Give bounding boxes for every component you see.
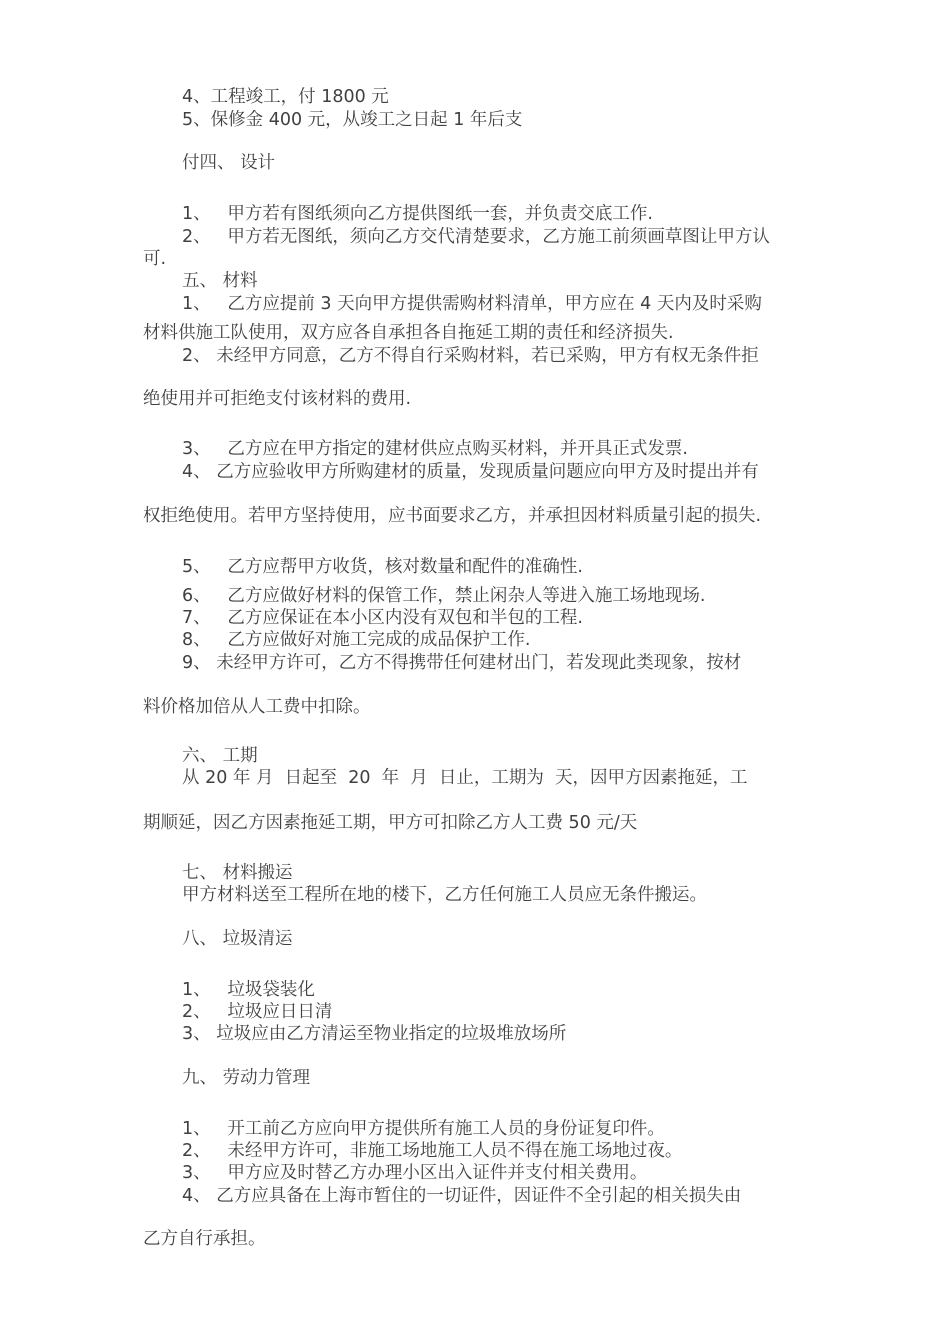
text-line-design-1: 1、 甲方若有图纸须向乙方提供图纸一套，并负责交底工作. <box>182 204 653 224</box>
text-line-payment-5: 5、保修金 400 元，从竣工之日起 1 年后支 <box>182 110 523 130</box>
text-line-materials-1: 1、 乙方应提前 3 天向甲方提供需购材料清单，甲方应在 4 天内及时采购 <box>182 294 762 314</box>
text-line-labor-2: 2、 未经甲方许可，非施工场地施工人员不得在施工场地过夜。 <box>182 1141 683 1161</box>
text-line-payment-4: 4、工程竣工，付 1800 元 <box>182 87 389 107</box>
text-line-labor-1: 1、 开工前乙方应向甲方提供所有施工人员的身份证复印件。 <box>182 1119 665 1139</box>
text-line-labor-4: 4、 乙方应具备在上海市暂住的一切证件，因证件不全引起的相关损失由 <box>182 1186 742 1206</box>
text-line-labor-4-cont: 乙方自行承担。 <box>143 1229 266 1249</box>
text-line-design-2-cont: 可. <box>143 249 167 269</box>
section-heading-labor: 九、 劳动力管理 <box>182 1068 311 1088</box>
text-line-materials-1-cont: 材料供施工队使用，双方应各自承担各自拖延工期的责任和经济损失. <box>143 323 674 343</box>
text-line-materials-2: 2、 未经甲方同意，乙方不得自行采购材料，若已采购，甲方有权无条件拒 <box>182 346 759 366</box>
section-heading-transport: 七、 材料搬运 <box>182 863 293 883</box>
text-line-materials-4: 4、 乙方应验收甲方所购建材的质量，发现质量问题应向甲方及时提出并有 <box>182 462 759 482</box>
text-line-labor-3: 3、 甲方应及时替乙方办理小区出入证件并支付相关费用。 <box>182 1163 648 1183</box>
text-line-materials-8: 8、 乙方应做好对施工完成的成品保护工作. <box>182 630 531 650</box>
text-line-materials-5: 5、 乙方应帮甲方收货，核对数量和配件的准确性. <box>182 557 583 577</box>
section-heading-schedule: 六、 工期 <box>182 746 258 766</box>
text-line-transport: 甲方材料送至工程所在地的楼下，乙方任何施工人员应无条件搬运。 <box>182 885 707 905</box>
text-line-materials-9-cont: 料价格加倍从人工费中扣除。 <box>143 697 371 717</box>
text-line-schedule-cont: 期顺延，因乙方因素拖延工期，甲方可扣除乙方人工费 50 元/天 <box>143 813 638 833</box>
text-line-design-2: 2、 甲方若无图纸，须向乙方交代清楚要求，乙方施工前须画草图让甲方认 <box>182 227 770 247</box>
text-line-materials-9: 9、 未经甲方许可，乙方不得携带任何建材出门，若发现此类现象，按材 <box>182 653 742 673</box>
section-heading-garbage: 八、 垃圾清运 <box>182 929 293 949</box>
text-line-materials-7: 7、 乙方应保证在本小区内没有双包和半包的工程. <box>182 608 583 628</box>
text-line-materials-4-cont: 权拒绝使用。若甲方坚持使用，应书面要求乙方，并承担因材料质量引起的损失. <box>143 506 762 526</box>
text-line-materials-2-cont: 绝使用并可拒绝支付该材料的费用. <box>143 389 412 409</box>
text-line-garbage-1: 1、 垃圾袋装化 <box>182 980 315 1000</box>
section-heading-materials: 五、 材料 <box>182 271 258 291</box>
section-heading-design: 付四、 设计 <box>182 153 276 173</box>
text-line-materials-6: 6、 乙方应做好材料的保管工作，禁止闲杂人等进入施工场地现场. <box>182 586 706 606</box>
text-line-garbage-2: 2、 垃圾应日日清 <box>182 1002 333 1022</box>
text-line-schedule: 从 20 年 月 日起至 20 年 月 日止，工期为 天，因甲方因素拖延，工 <box>182 768 748 788</box>
text-line-materials-3: 3、 乙方应在甲方指定的建材供应点购买材料，并开具正式发票. <box>182 439 688 459</box>
text-line-garbage-3: 3、 垃圾应由乙方清运至物业指定的垃圾堆放场所 <box>182 1024 567 1044</box>
